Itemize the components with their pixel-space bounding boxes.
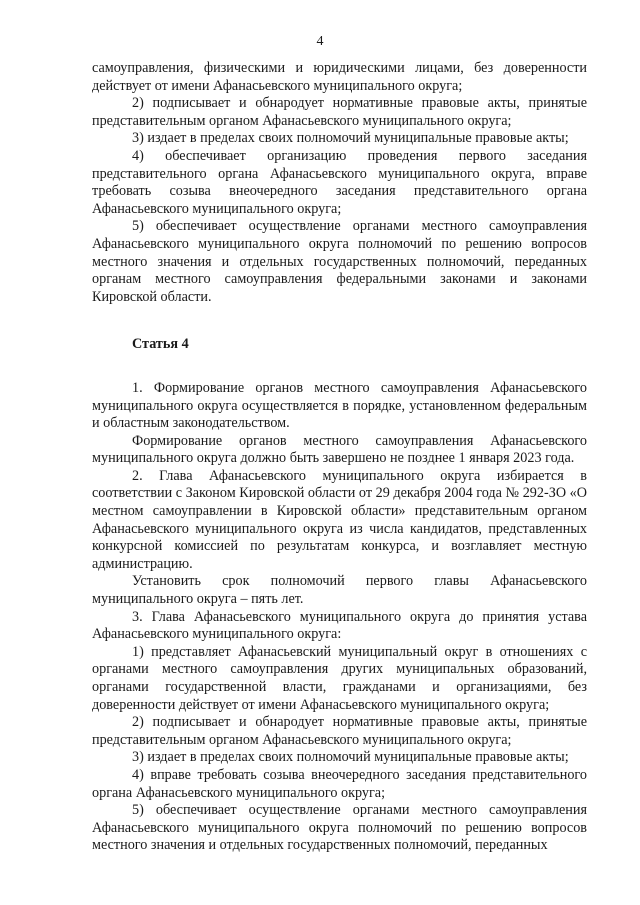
article-paragraph-3: 3. Глава Афанасьевского муниципального округа до принятия устава Афанасьевского муниципального округа: [92, 608, 587, 643]
paragraph-continuation: самоуправления, физическими и юридическими лицами, без доверенности действует от имени Афанасьевского муниципального округа; [92, 60, 587, 94]
article-subitem-2: 2) подписывает и обнародует нормативные правовые акты, принятые представительным органом Афанасьевского муниципального округа; [92, 714, 587, 748]
article-subitem-3: 3) издает в пределах своих полномочий муниципальные правовые акты; [132, 749, 569, 766]
document-body [92, 60, 587, 855]
page-number: 4 [316, 34, 324, 49]
article-paragraph-2: 2. Глава Афанасьевского муниципального округа избирается в соответствии с Законом Кировской области от 29 декабря 2004 года № 292-ЗО «О местном самоуправлении в Кировской области» представительным органом Афанасьевского муниципального округа из числа кандидатов, представленных конкурсной комиссией по результатам конкурса, и возглавляет местную администрацию. [92, 467, 587, 572]
article-paragraph-1b: Формирование органов местного самоуправления Афанасьевского муниципального округа должно быть завершено не позднее 1 января 2023 года. [92, 432, 587, 467]
paragraph-item-3: 3) издает в пределах своих полномочий муниципальные правовые акты; [132, 130, 569, 147]
article-subitem-5: 5) обеспечивает осуществление органами местного самоуправления Афанасьевского муниципального округа полномочий по решению вопросов местного значения и отдельных государственных полномочий, переданных [92, 802, 587, 854]
paragraph-item-5: 5) обеспечивает осуществление органами местного самоуправления Афанасьевского муниципального округа полномочий по решению вопросов местного значения и отдельных государственных полномочий, переданных органам местного самоуправления федеральными законами и законами Кировской области. [92, 218, 587, 305]
article-subitem-1: 1) представляет Афанасьевский муниципальный округ в отношениях с органами местного самоуправления других муниципальных образований, органами государственной власти, гражданами и организациями, без доверенности действует от имени Афанасьевского муниципального округа; [92, 643, 587, 713]
article-paragraph-2b: Установить срок полномочий первого главы Афанасьевского муниципального округа – пять лет. [92, 573, 587, 608]
article-paragraph-1: 1. Формирование органов местного самоуправления Афанасьевского муниципального округа осуществляется в порядке, установленном федеральным и областным законодательством. [92, 379, 587, 432]
article-subitem-4: 4) вправе требовать созыва внеочередного заседания представительного органа Афанасьевского муниципального округа; [92, 766, 587, 801]
article-heading: Статья 4 [132, 336, 189, 353]
paragraph-item-2: 2) подписывает и обнародует нормативные правовые акты, принятые представительным органом Афанасьевского муниципального округа; [92, 95, 587, 129]
paragraph-item-4: 4) обеспечивает организацию проведения первого заседания представительного органа Афанасьевского муниципального округа, вправе требовать созыва внеочередного заседания представительного органа Афанасьевского муниципального округа; [92, 147, 587, 217]
